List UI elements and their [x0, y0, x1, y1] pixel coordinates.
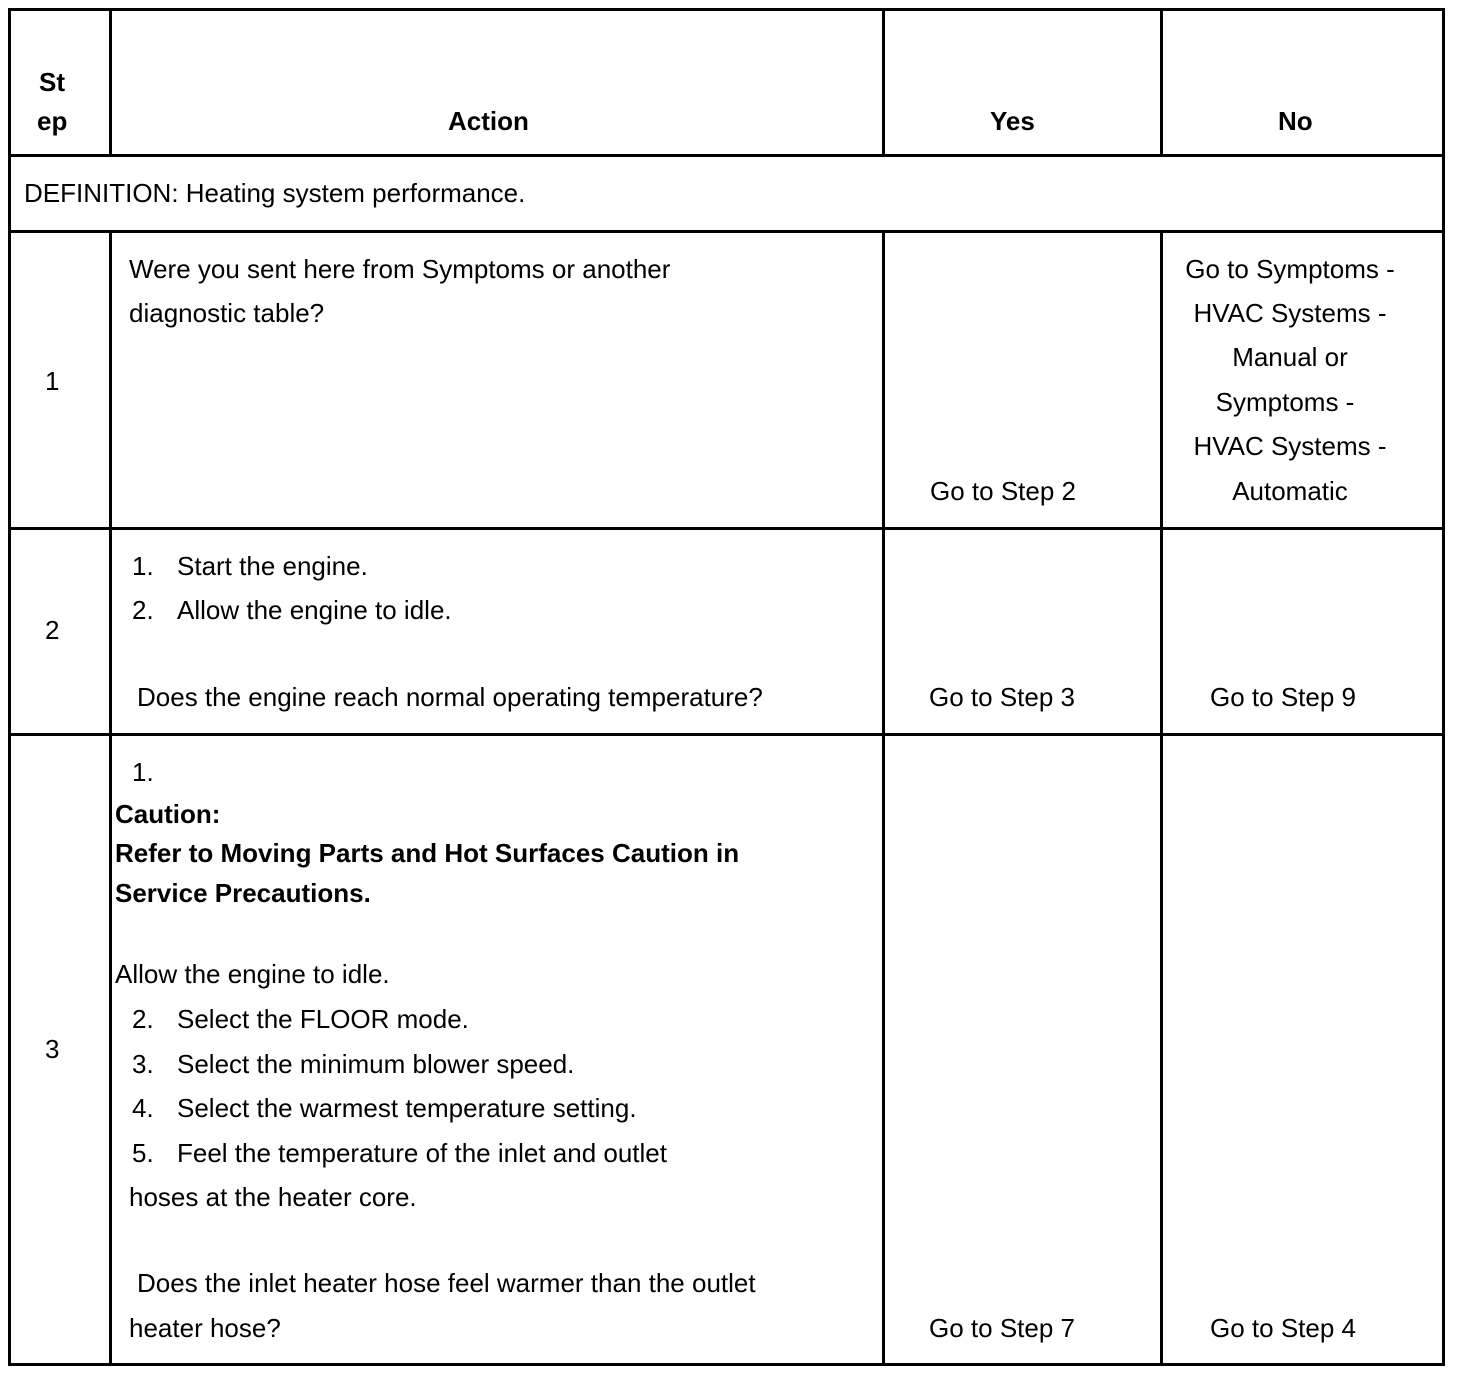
row3-item2-num: 2. [132, 1004, 154, 1034]
row1-no-line4: Symptoms - [1215, 387, 1355, 417]
row2-item1-text: Start the engine. [177, 551, 368, 581]
row3-item2-text: Select the FLOOR mode. [177, 1004, 469, 1034]
col-divider-yes [1160, 8, 1163, 157]
row1-divider [8, 527, 1445, 530]
row3-step: 3 [45, 1034, 60, 1064]
row3-no: Go to Step 4 [1210, 1313, 1356, 1343]
col-divider-action-body [882, 230, 885, 1366]
header-yes: Yes [990, 106, 1035, 136]
row1-no-line3: Manual or [1232, 342, 1348, 372]
table-border-left [8, 8, 11, 1366]
col-divider-step-body [109, 230, 112, 1366]
row3-caution-line2: Service Precautions. [115, 878, 371, 908]
row3-item5-text: Feel the temperature of the inlet and outlet [177, 1138, 667, 1168]
row2-item2-text: Allow the engine to idle. [177, 595, 452, 625]
row3-question-line2: heater hose? [129, 1313, 281, 1343]
row3-item4-num: 4. [132, 1093, 154, 1123]
row3-item4-text: Select the warmest temperature setting. [177, 1093, 637, 1123]
row3-item1-text: Allow the engine to idle. [115, 959, 390, 989]
definition-divider [8, 230, 1445, 233]
row1-no-line6: Automatic [1232, 476, 1348, 506]
row3-question-line1: Does the inlet heater hose feel warmer than the outlet [137, 1268, 756, 1298]
row1-action-line1: Were you sent here from Symptoms or another [129, 254, 671, 284]
definition-text: DEFINITION: Heating system performance. [24, 178, 526, 208]
header-divider [8, 154, 1445, 157]
row2-item2-num: 2. [132, 595, 154, 625]
row1-yes: Go to Step 2 [930, 476, 1076, 506]
header-step-line2: ep [37, 106, 68, 136]
row2-no: Go to Step 9 [1210, 682, 1356, 712]
row1-no-line5: HVAC Systems - [1193, 431, 1387, 461]
row3-item5-cont: hoses at the heater core. [129, 1182, 417, 1212]
row3-yes: Go to Step 7 [929, 1313, 1075, 1343]
row3-item3-text: Select the minimum blower speed. [177, 1049, 575, 1079]
header-no: No [1278, 106, 1313, 136]
row3-caution-title: Caution: [115, 799, 221, 829]
row1-step: 1 [45, 366, 60, 396]
col-divider-step [109, 8, 112, 157]
header-step-line1: St [39, 67, 65, 97]
row2-step: 2 [45, 615, 60, 645]
table-border-right [1442, 8, 1445, 1366]
table-border-bottom [8, 1363, 1445, 1366]
col-divider-action [882, 8, 885, 157]
row2-yes: Go to Step 3 [929, 682, 1075, 712]
row2-question: Does the engine reach normal operating temperature? [137, 682, 763, 712]
row1-no-line2: HVAC Systems - [1193, 298, 1387, 328]
row1-no-line1: Go to Symptoms - [1185, 254, 1395, 284]
row2-item1-num: 1. [132, 551, 154, 581]
header-action: Action [448, 106, 529, 136]
row2-divider [8, 733, 1445, 736]
row3-item3-num: 3. [132, 1049, 154, 1079]
row3-caution-line1: Refer to Moving Parts and Hot Surfaces Caution in [115, 838, 740, 868]
row3-item5-num: 5. [132, 1138, 154, 1168]
table-border-top [8, 8, 1445, 11]
row1-action-line2: diagnostic table? [129, 298, 325, 328]
row3-item1-num: 1. [132, 757, 154, 787]
